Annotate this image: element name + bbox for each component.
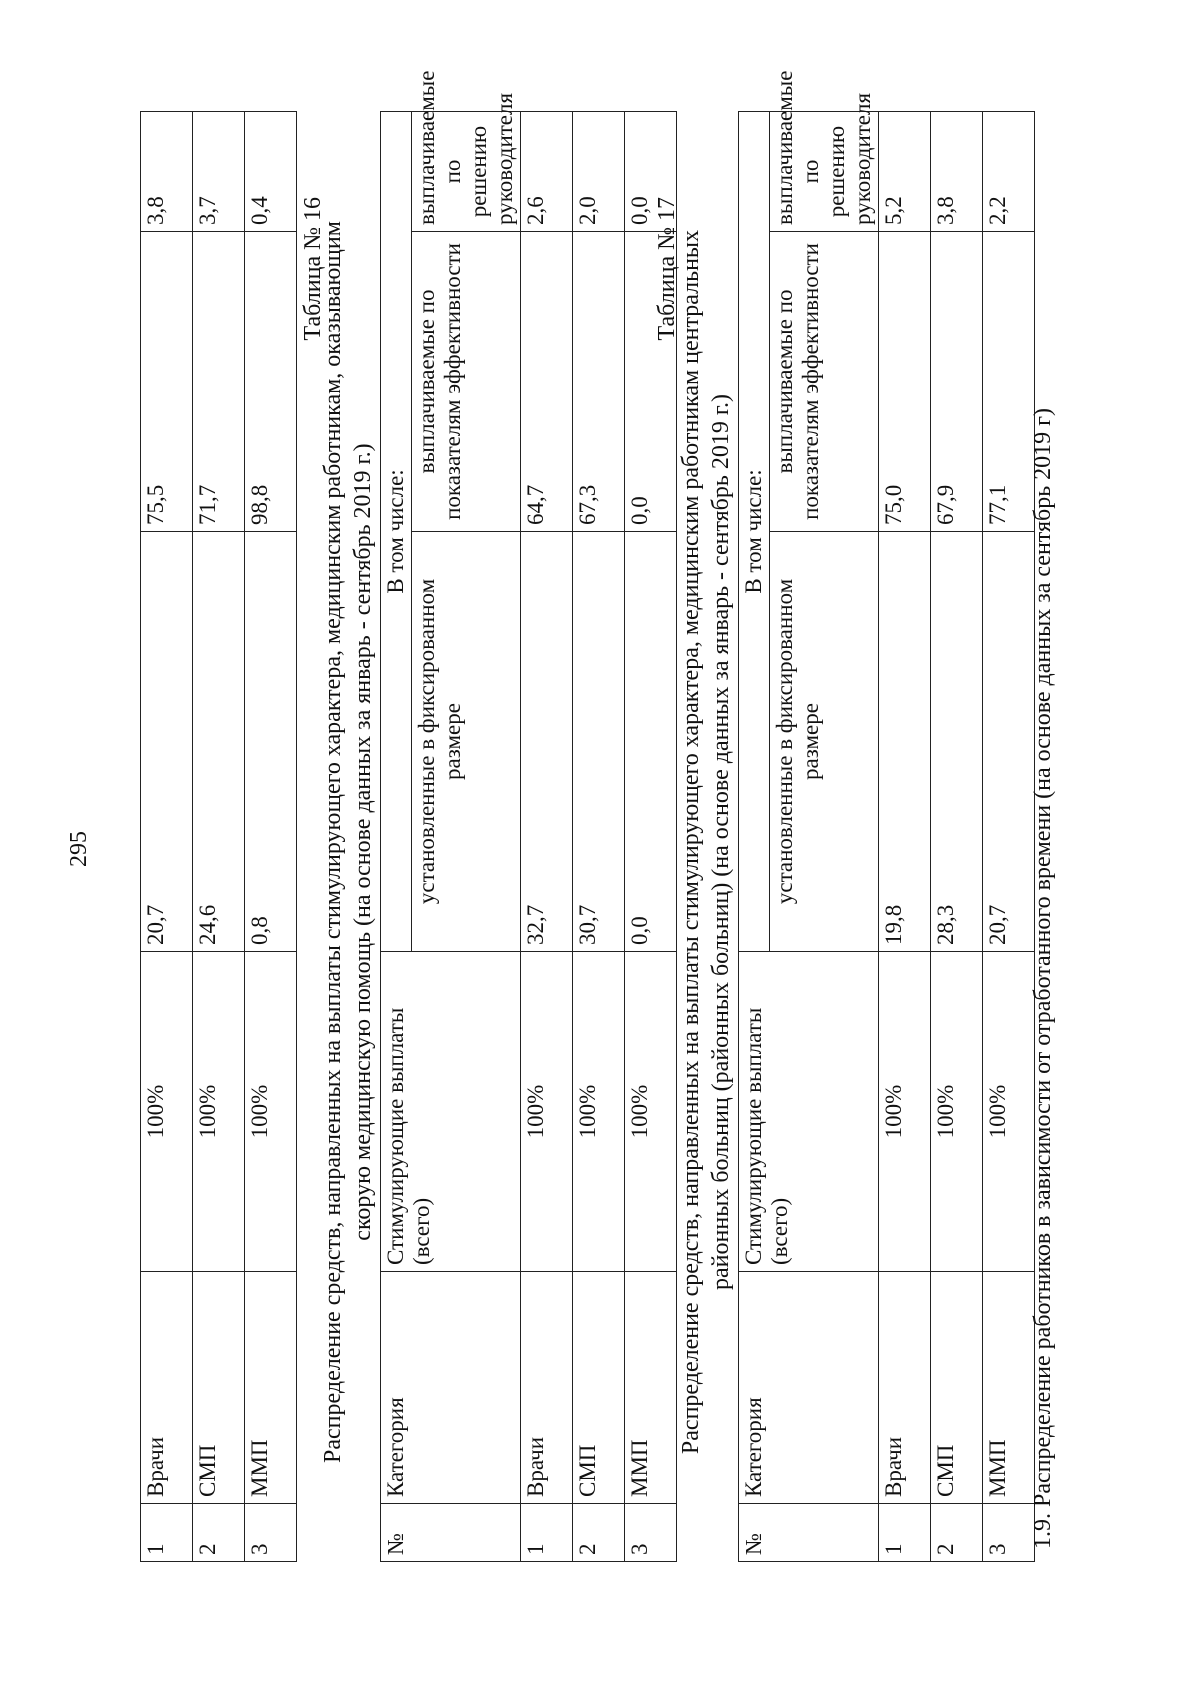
cell-num: 1: [879, 1504, 931, 1562]
cell-perf: 77,1: [983, 232, 1035, 532]
cell-mgr: 3,8: [931, 111, 983, 231]
table-row: [245, 112, 297, 1562]
table16: [380, 70, 677, 1562]
cell-num: 2: [573, 1504, 625, 1562]
cell-category: Врачи: [879, 1272, 931, 1504]
table-continuation: [140, 111, 297, 1562]
table-header-row: [381, 111, 412, 1561]
header-perf: выплачиваемые по показателям эффективности: [412, 232, 521, 532]
cell-perf: 75,0: [879, 232, 931, 532]
cell-perf: 67,9: [931, 232, 983, 532]
cell-num: 2: [193, 1504, 245, 1562]
table-row: [931, 111, 983, 1561]
cell-total: 100%: [983, 952, 1035, 1272]
cell-fixed: 20,7: [983, 532, 1035, 952]
cell-total: 100%: [193, 952, 245, 1272]
cell-fixed: 30,7: [573, 532, 625, 952]
table-row: [879, 111, 931, 1561]
cell-perf: 0,0: [625, 232, 677, 532]
cell-perf: 67,3: [573, 232, 625, 532]
header-mgr: выплачиваемые по решению руководителя: [412, 111, 521, 231]
header-perf: выплачиваемые по показателям эффективности: [770, 232, 879, 532]
cell-mgr: 3,7: [193, 112, 245, 232]
cell-num: 3: [983, 1504, 1035, 1562]
header-fixed: установленные в фиксированном размере: [412, 532, 521, 952]
cell-total: 100%: [931, 952, 983, 1272]
header-category: Категория: [739, 1272, 879, 1504]
cell-category: ММП: [625, 1272, 677, 1504]
cell-num: 3: [625, 1504, 677, 1562]
section-heading: 1.9. Распределение работников в зависимости от отработанного времени (на основе данных за сентябрь 2019 г): [1030, 407, 1056, 1549]
cell-num: 1: [141, 1504, 193, 1562]
cell-mgr: 3,8: [141, 112, 193, 232]
header-mgr: выплачиваемые по решению руководителя: [770, 111, 879, 231]
table16-title-line2: скорую медицинскую помощь (на основе данных за январь - сентябрь 2019 г.): [350, 443, 376, 1241]
header-total: Стимулирующие выплаты (всего): [739, 952, 879, 1272]
table-header-row: [739, 111, 770, 1561]
cell-category: СМП: [193, 1272, 245, 1504]
cell-mgr: 0,0: [625, 111, 677, 231]
cell-category: ММП: [983, 1272, 1035, 1504]
table17-caption: Таблица № 17: [654, 197, 680, 341]
table-row: [573, 111, 625, 1561]
table-row: [193, 112, 245, 1562]
cell-mgr: 2,2: [983, 111, 1035, 231]
header-incl: В том числе:: [381, 111, 412, 951]
header-incl: В том числе:: [739, 111, 770, 951]
cell-category: СМП: [931, 1272, 983, 1504]
cell-fixed: 19,8: [879, 532, 931, 952]
cell-num: 2: [931, 1504, 983, 1562]
cell-category: Врачи: [521, 1272, 573, 1504]
cell-total: 100%: [573, 952, 625, 1272]
cell-category: ММП: [245, 1272, 297, 1504]
cell-num: 1: [521, 1504, 573, 1562]
page-number: 295: [66, 831, 92, 867]
cell-mgr: 0,4: [245, 112, 297, 232]
cell-fixed: 24,6: [193, 532, 245, 952]
cell-fixed: 0,0: [625, 532, 677, 952]
cell-mgr: 2,6: [521, 111, 573, 231]
cell-num: 3: [245, 1504, 297, 1562]
header-fixed: установленные в фиксированном размере: [770, 532, 879, 952]
cell-mgr: 2,0: [573, 111, 625, 231]
table17: [738, 70, 1035, 1562]
cell-total: 100%: [245, 952, 297, 1272]
cell-fixed: 28,3: [931, 532, 983, 952]
cell-perf: 71,7: [193, 232, 245, 532]
cell-total: 100%: [521, 952, 573, 1272]
table-row: [141, 112, 193, 1562]
header-total: Стимулирующие выплаты (всего): [381, 952, 521, 1272]
cell-total: 100%: [625, 952, 677, 1272]
cell-total: 100%: [879, 952, 931, 1272]
table-row: [521, 111, 573, 1561]
header-category: Категория: [381, 1272, 521, 1504]
cell-category: Врачи: [141, 1272, 193, 1504]
table17-title-line1: Распределение средств, направленных на выплаты стимулирующего характера, медицинским работникам центральных: [678, 229, 704, 1455]
table-row: [983, 111, 1035, 1561]
cell-total: 100%: [141, 952, 193, 1272]
cell-fixed: 32,7: [521, 532, 573, 952]
header-num: №: [381, 1504, 521, 1562]
table16-title-line1: Распределение средств, направленных на выплаты стимулирующего характера, медицинским работникам, оказывающим: [320, 221, 346, 1463]
cell-fixed: 0,8: [245, 532, 297, 952]
cell-fixed: 20,7: [141, 532, 193, 952]
table16-caption: Таблица № 16: [300, 197, 326, 341]
cell-mgr: 5,2: [879, 111, 931, 231]
header-num: №: [739, 1504, 879, 1562]
cell-perf: 64,7: [521, 232, 573, 532]
cell-perf: 75,5: [141, 232, 193, 532]
cell-category: СМП: [573, 1272, 625, 1504]
table17-title-line2: районных больниц (районных больниц) (на основе данных за январь - сентябрь 2019 г.): [708, 394, 734, 1290]
cell-perf: 98,8: [245, 232, 297, 532]
